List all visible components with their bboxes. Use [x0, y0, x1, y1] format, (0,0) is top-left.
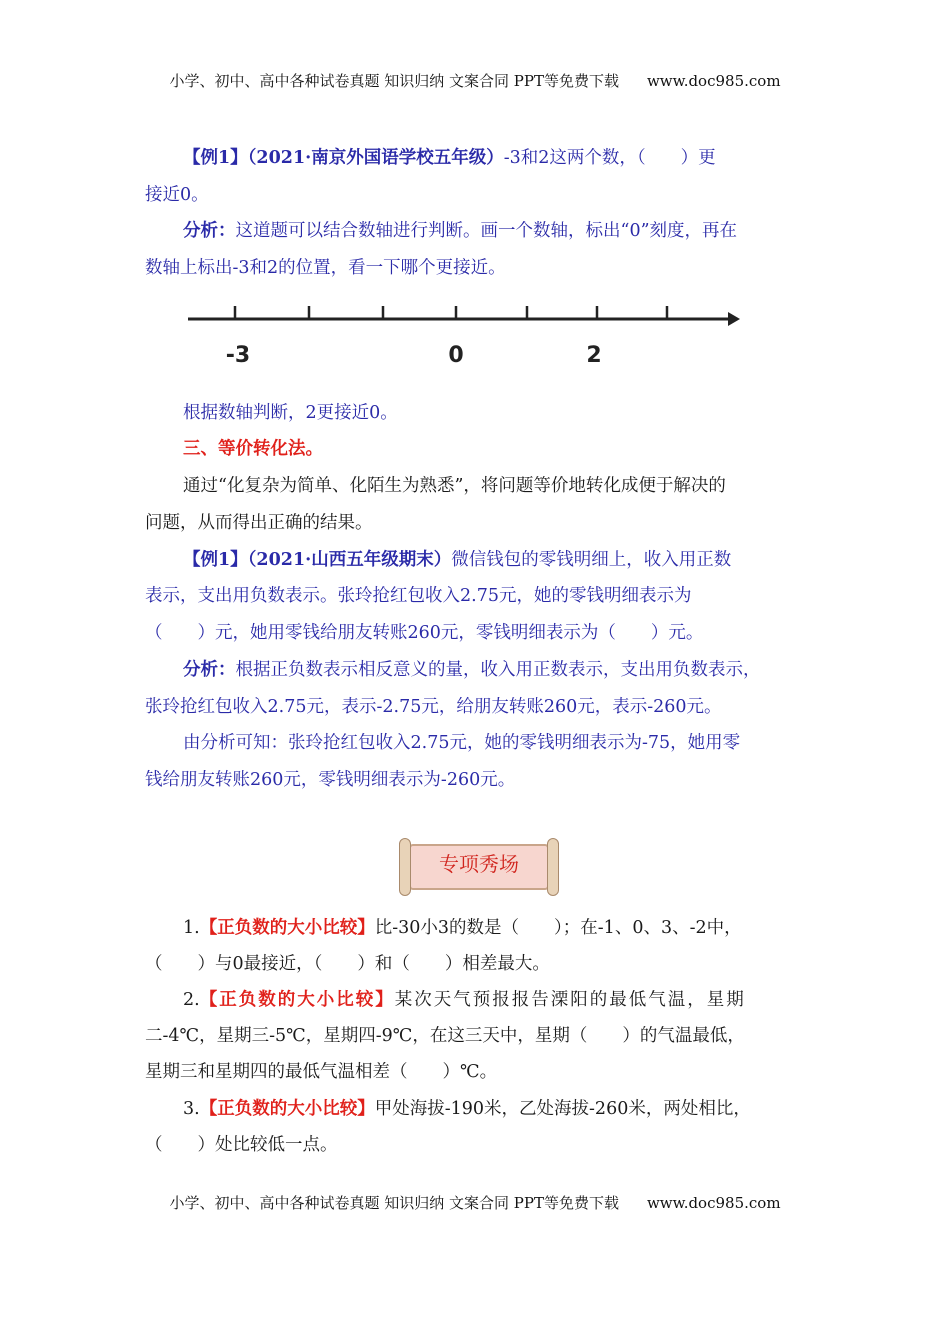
axis-label-2: 2: [586, 343, 602, 368]
example2-analysis-label: 分析：: [183, 660, 236, 680]
exercise-2-line3: 星期三和星期四的最低气温相差（ ）℃。: [145, 1062, 498, 1082]
section-banner: [395, 836, 563, 898]
banner-title: 专项秀场: [439, 852, 519, 876]
exercise-1-line2: （ ）与0最接近，（ ）和（ ）相差最大。: [145, 954, 550, 974]
example2-question-line3: （ ）元，她用零钱给朋友转账260元，零钱明细表示为（ ）元。: [145, 623, 704, 643]
section3-body-line2: 问题，从而得出正确的结果。: [145, 513, 373, 533]
example1-conclusion: 根据数轴判断，2更接近0。: [183, 403, 398, 423]
exercise-num: 1.: [183, 918, 200, 938]
exercise-2: [183, 988, 815, 1012]
footer-site: www.doc985.com: [646, 1194, 781, 1212]
example1-analysis-line1: 这道题可以结合数轴进行判断。画一个数轴，标出“0”刻度，再在: [235, 221, 738, 241]
exercise-tag: 【正负数的大小比较】: [199, 918, 375, 938]
example2-question: [183, 548, 815, 572]
page-footer: [0, 1192, 950, 1213]
exercise-3-line2: （ ）处比较低一点。: [145, 1135, 338, 1155]
example1-analysis: [183, 219, 815, 243]
example2-analysis: [183, 658, 815, 682]
section3-body-line1: 通过“化复杂为简单、化陌生为熟悉”，将问题等价地转化成便于解决的: [183, 476, 726, 496]
axis-label-0: 0: [448, 343, 464, 368]
exercise-line: 比-30小3的数是（ ）；在-1、0、3、-2中，: [374, 918, 742, 938]
example2-tag: 【例1】（2021·山西五年级期末）: [183, 550, 452, 570]
page-header: [0, 70, 950, 91]
header-text: 小学、初中、高中各种试卷真题 知识归纳 文案合同 PPT等免费下载: [169, 72, 619, 90]
exercise-num: 3.: [183, 1099, 200, 1119]
footer-text: 小学、初中、高中各种试卷真题 知识归纳 文案合同 PPT等免费下载: [169, 1194, 619, 1212]
header-site: www.doc985.com: [646, 72, 781, 90]
example2-analysis-line1: 根据正负数表示相反意义的量，收入用正数表示，支出用负数表示，: [235, 660, 761, 680]
example2-question-line2: 表示，支出用负数表示。张玲抢红包收入2.75元，她的零钱明细表示为: [145, 586, 692, 606]
example1-analysis-line2: 数轴上标出-3和2的位置，看一下哪个更接近。: [145, 258, 506, 278]
exercise-num: 2.: [183, 990, 200, 1010]
section3-title: 三、等价转化法。: [183, 439, 323, 459]
exercise-2-line2: 二-4℃，星期三-5℃，星期四-9℃，在这三天中，星期（ ）的气温最低，: [145, 1026, 745, 1046]
example1-question-line1: -3和2这两个数，（ ）更: [503, 148, 716, 168]
exercise-line: 某次天气预报报告溧阳的最低气温，星期: [394, 990, 746, 1010]
exercise-line: 甲处海拔-190米，乙处海拔-260米，两处相比，: [374, 1099, 751, 1119]
axis-label-neg3: -3: [225, 343, 251, 368]
example1-question-line2: 接近0。: [145, 185, 209, 205]
example1-tag: 【例1】（2021·南京外国语学校五年级）: [183, 148, 504, 168]
axis-arrow-icon: [728, 312, 740, 326]
exercise-tag: 【正负数的大小比较】: [199, 990, 395, 1010]
example2-question-line1: 微信钱包的零钱明细上，收入用正数: [451, 550, 732, 570]
example2-analysis-line2: 张玲抢红包收入2.75元，表示-2.75元，给朋友转账260元，表示-260元。: [145, 697, 722, 717]
example1-analysis-label: 分析：: [183, 221, 236, 241]
number-line: [180, 296, 750, 376]
exercise-1: [183, 916, 815, 940]
exercise-tag: 【正负数的大小比较】: [199, 1099, 375, 1119]
example2-result-line2: 钱给朋友转账260元，零钱明细表示为-260元。: [145, 770, 516, 790]
example2-result-line1: 由分析可知：张玲抢红包收入2.75元，她的零钱明细表示为-75，她用零: [183, 733, 741, 753]
exercise-3: [183, 1097, 815, 1121]
example1-question: [183, 146, 815, 170]
